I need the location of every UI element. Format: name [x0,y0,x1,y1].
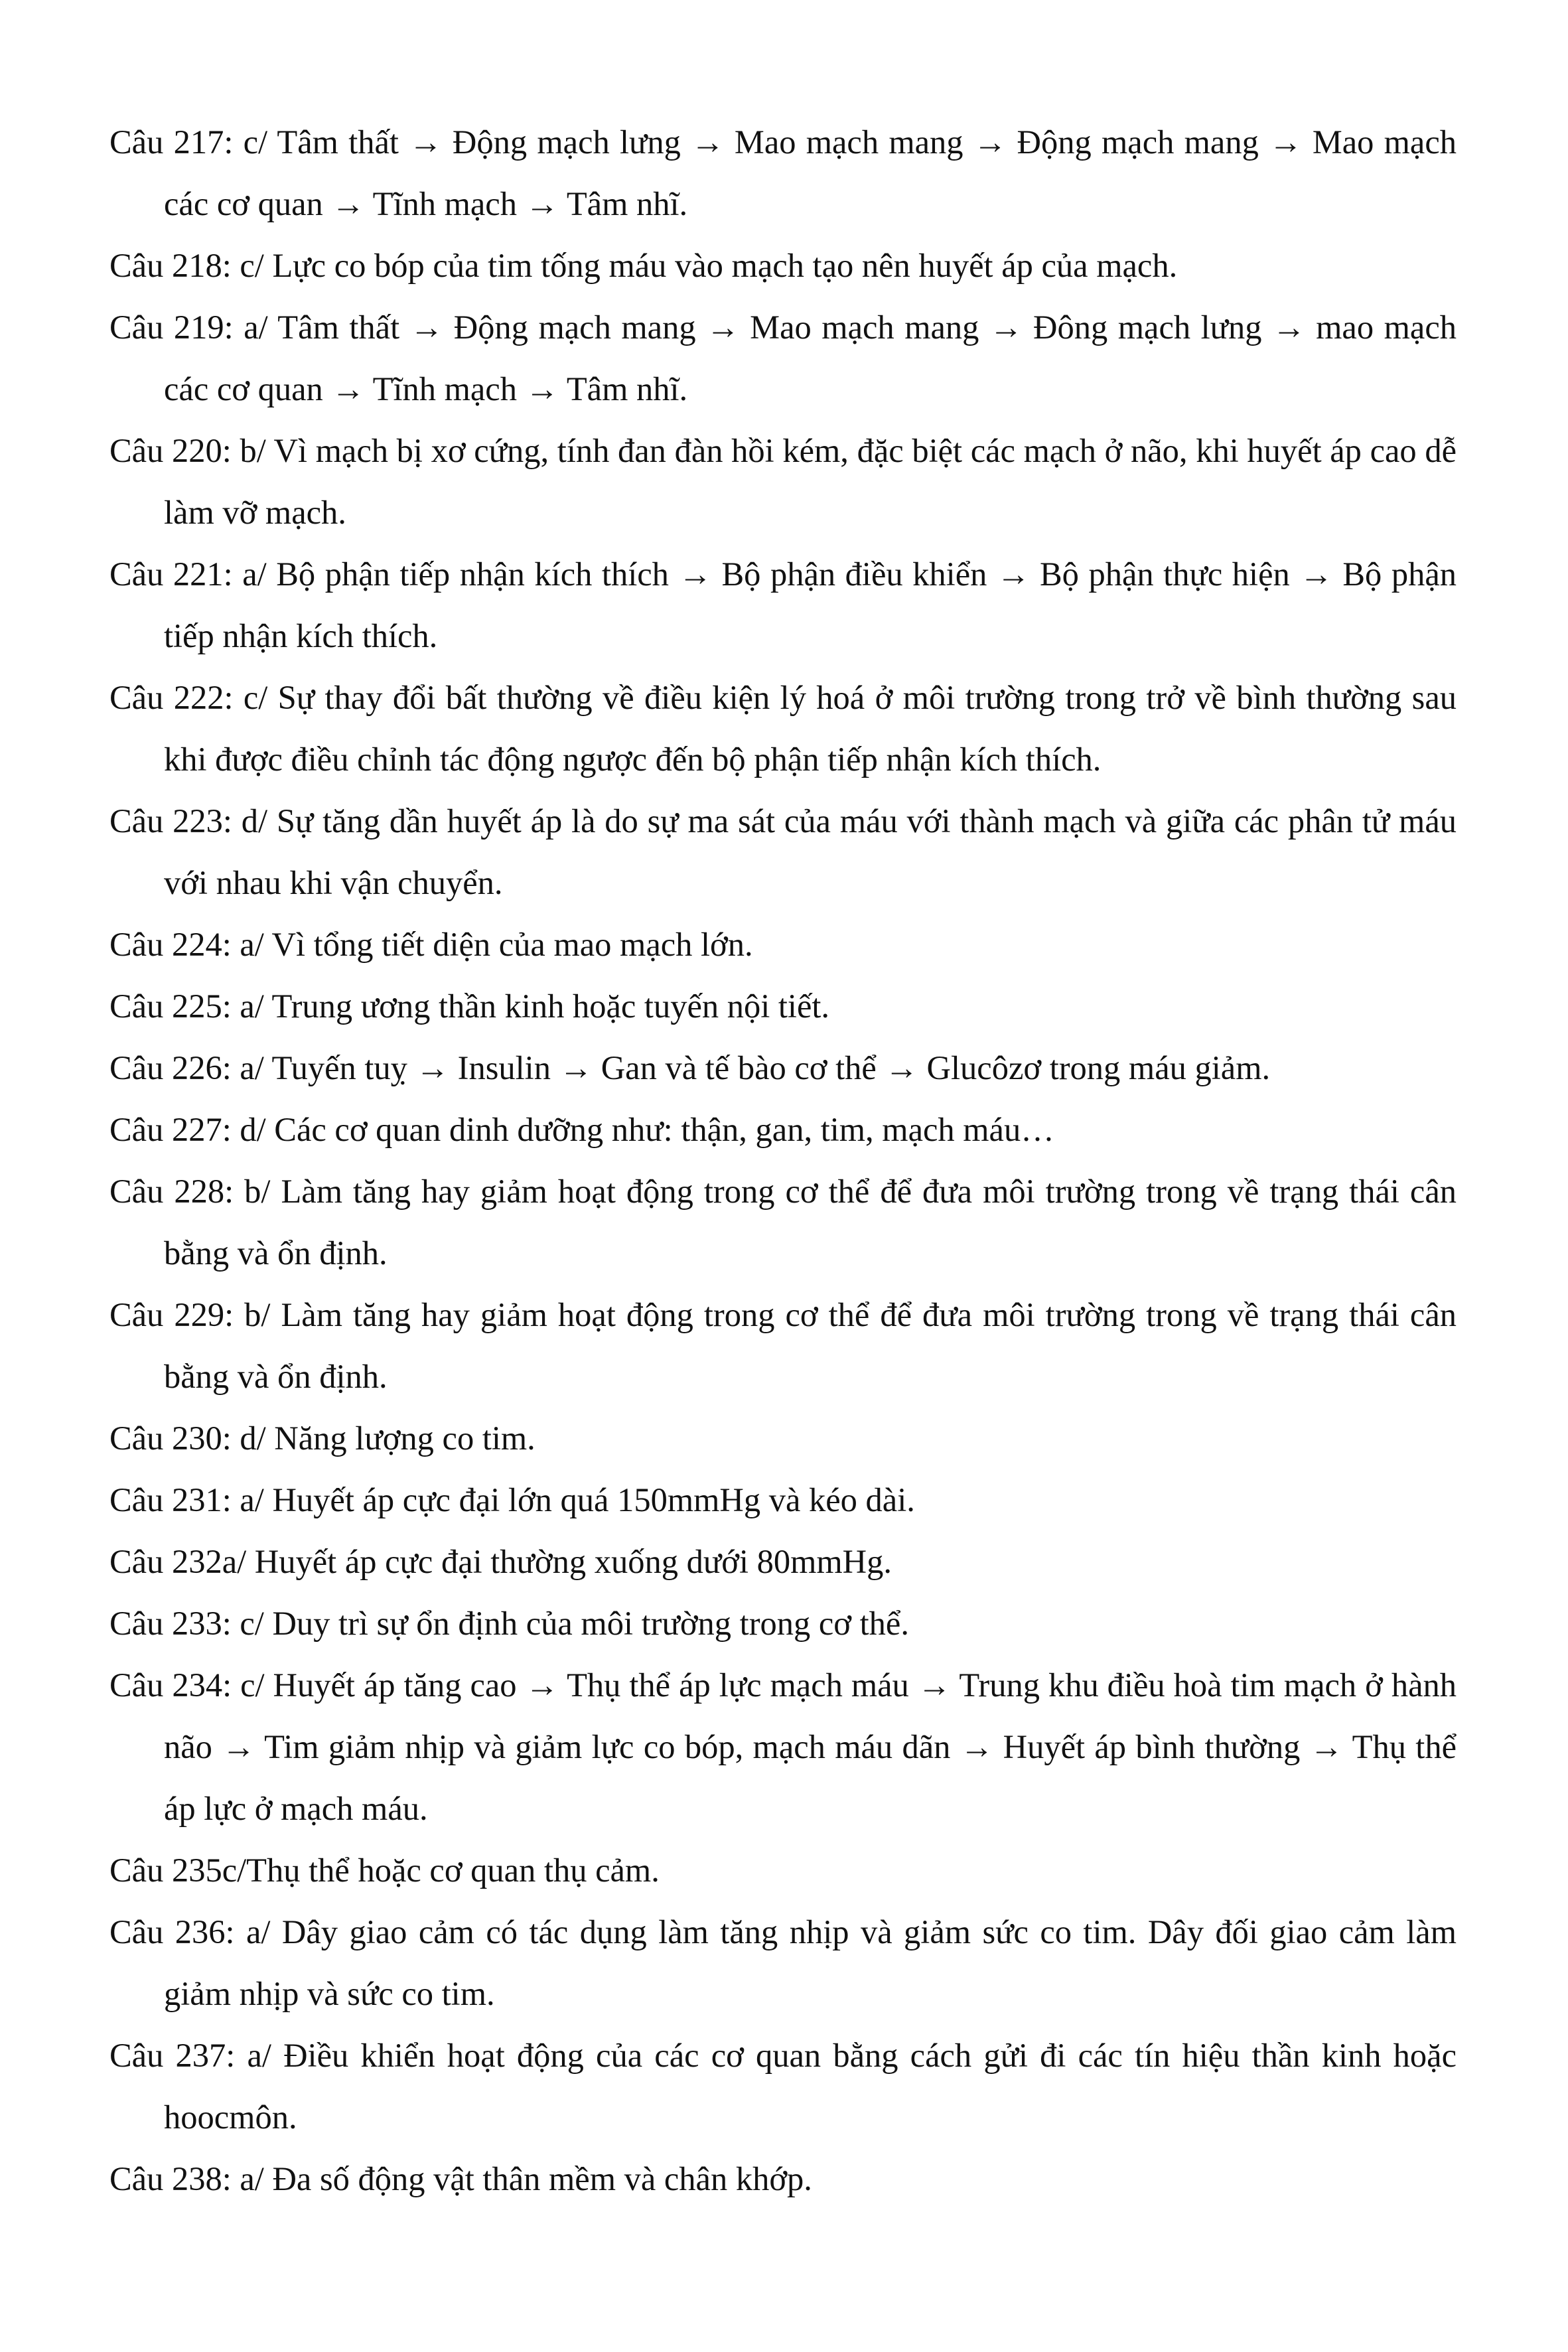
answer-230: Câu 230: d/ Năng lượng co tim. [109,1420,535,1457]
answer-234: Câu 234: c/ Huyết áp tăng cao → Thụ thể áp lực mạch máu → Trung khu điều hoà tim mạch ở hành não → Tim giảm nhịp và giảm lực co bóp, mạch máu dãn → Huyết áp bình thường → Thụ thể áp lực ở mạch máu. [109,1666,1457,1827]
answer-226: Câu 226: a/ Tuyến tuỵ → Insulin → Gan và tế bào cơ thể → Glucôzơ trong máu giảm. [109,1049,1271,1086]
answer-217: Câu 217: c/ Tâm thất → Động mạch lưng → Mao mạch mang → Động mạch mang → Mao mạch các cơ quan → Tĩnh mạch → Tâm nhĩ. [109,123,1457,222]
answer-236: Câu 236: a/ Dây giao cảm có tác dụng làm tăng nhịp và giảm sức co tim. Dây đối giao cảm làm giảm nhịp và sức co tim. [109,1913,1457,2012]
answer-238: Câu 238: a/ Đa số động vật thân mềm và chân khớp. [109,2160,812,2197]
answer-227: Câu 227: d/ Các cơ quan dinh dưỡng như: thận, gan, tim, mạch máu… [109,1111,1054,1148]
answer-221: Câu 221: a/ Bộ phận tiếp nhận kích thích → Bộ phận điều khiển → Bộ phận thực hiện → Bộ phận tiếp nhận kích thích. [109,555,1457,654]
answer-229: Câu 229: b/ Làm tăng hay giảm hoạt động trong cơ thể để đưa môi trường trong về trạng thái cân bằng và ổn định. [109,1296,1457,1395]
answer-228: Câu 228: b/ Làm tăng hay giảm hoạt động trong cơ thể để đưa môi trường trong về trạng thái cân bằng và ổn định. [109,1173,1457,1272]
answer-233: Câu 233: c/ Duy trì sự ổn định của môi trường trong cơ thể. [109,1605,909,1642]
answer-237: Câu 237: a/ Điều khiển hoạt động của các cơ quan bằng cách gửi đi các tín hiệu thần kinh hoặc hoocmôn. [109,2037,1457,2136]
answer-220: Câu 220: b/ Vì mạch bị xơ cứng, tính đan đàn hồi kém, đặc biệt các mạch ở não, khi huyết áp cao dễ làm vỡ mạch. [109,432,1457,531]
answer-231: Câu 231: a/ Huyết áp cực đại lớn quá 150mmHg và kéo dài. [109,1481,915,1518]
answer-222: Câu 222: c/ Sự thay đổi bất thường về điều kiện lý hoá ở môi trường trong trở về bình thường sau khi được điều chỉnh tác động ngược đến bộ phận tiếp nhận kích thích. [109,679,1457,778]
answer-list [109,111,1457,2210]
answer-223: Câu 223: d/ Sự tăng dần huyết áp là do sự ma sát của máu với thành mạch và giữa các phân tử máu với nhau khi vận chuyển. [109,802,1457,901]
answer-235: Câu 235c/Thụ thể hoặc cơ quan thụ cảm. [109,1852,660,1889]
answer-219: Câu 219: a/ Tâm thất → Động mạch mang → Mao mạch mang → Đông mạch lưng → mao mạch các cơ quan → Tĩnh mạch → Tâm nhĩ. [109,309,1457,407]
answer-224: Câu 224: a/ Vì tổng tiết diện của mao mạch lớn. [109,926,753,963]
answer-225: Câu 225: a/ Trung ương thần kinh hoặc tuyến nội tiết. [109,988,830,1025]
answer-232: Câu 232a/ Huyết áp cực đại thường xuống dưới 80mmHg. [109,1543,892,1580]
answer-218: Câu 218: c/ Lực co bóp của tim tống máu vào mạch tạo nên huyết áp của mạch. [109,247,1178,284]
